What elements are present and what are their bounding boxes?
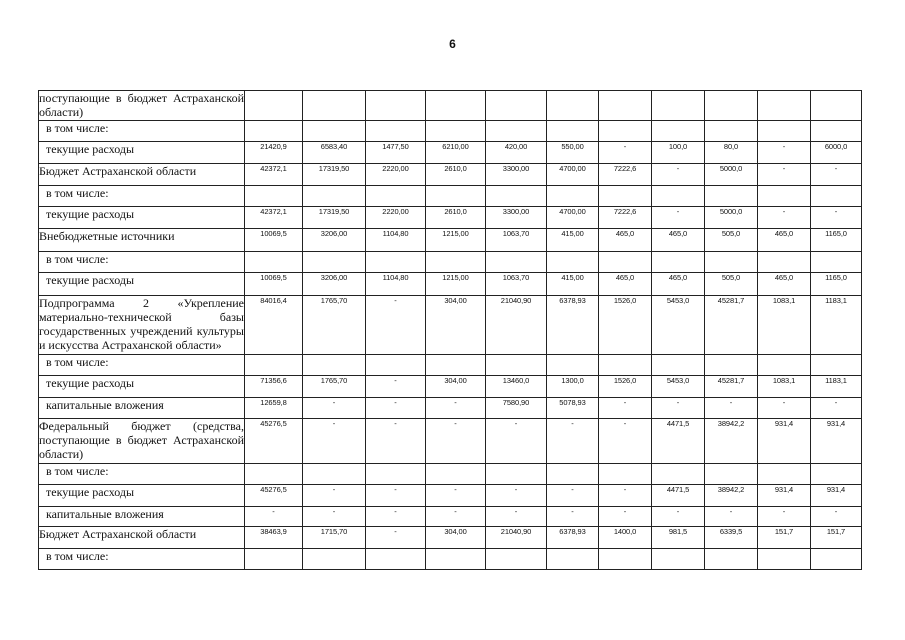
value-cell: - — [599, 419, 652, 464]
value-cell: - — [547, 507, 599, 527]
value-cell: - — [705, 398, 758, 419]
table-row — [39, 398, 862, 419]
value-cell — [245, 186, 303, 207]
value-cell — [547, 464, 599, 485]
value-cell — [811, 549, 862, 570]
value-cell: 2220,00 — [366, 207, 426, 229]
value-cell: - — [811, 164, 862, 186]
value-cell: 5453,0 — [652, 296, 705, 355]
value-cell: 981,5 — [652, 527, 705, 549]
value-cell: 550,00 — [547, 142, 599, 164]
value-cell — [758, 186, 811, 207]
value-cell — [758, 252, 811, 273]
value-cell: 100,0 — [652, 142, 705, 164]
value-cell — [599, 549, 652, 570]
value-cell: 465,0 — [758, 273, 811, 296]
value-cell: 151,7 — [758, 527, 811, 549]
value-cell: - — [758, 507, 811, 527]
value-cell: 6378,93 — [547, 527, 599, 549]
value-cell: 1165,0 — [811, 229, 862, 252]
value-cell: 6378,93 — [547, 296, 599, 355]
value-cell: 1083,1 — [758, 376, 811, 398]
value-cell: 505,0 — [705, 273, 758, 296]
value-cell: 1215,00 — [426, 229, 486, 252]
value-cell — [811, 121, 862, 142]
value-cell: 304,00 — [426, 376, 486, 398]
value-cell: - — [811, 207, 862, 229]
value-cell: 931,4 — [758, 419, 811, 464]
value-cell — [245, 355, 303, 376]
value-cell — [705, 252, 758, 273]
value-cell: 505,0 — [705, 229, 758, 252]
value-cell: 45276,5 — [245, 419, 303, 464]
value-cell — [426, 355, 486, 376]
row-label: Подпрограмма 2 «Укрепление материально-технической базы государственных учреждений культуры и искусства Астраханской области» — [39, 296, 245, 355]
value-cell: 4471,5 — [652, 485, 705, 507]
page-number: 6 — [449, 37, 456, 51]
value-cell: 1477,50 — [366, 142, 426, 164]
value-cell: 71356,6 — [245, 376, 303, 398]
value-cell: 931,4 — [758, 485, 811, 507]
value-cell: 38463,9 — [245, 527, 303, 549]
value-cell: 6583,40 — [303, 142, 366, 164]
value-cell — [245, 252, 303, 273]
value-cell: 7580,90 — [486, 398, 547, 419]
value-cell — [245, 464, 303, 485]
value-cell: 3300,00 — [486, 207, 547, 229]
value-cell: 3300,00 — [486, 164, 547, 186]
table-row — [39, 507, 862, 527]
value-cell: 38942,2 — [705, 485, 758, 507]
value-cell: - — [486, 419, 547, 464]
value-cell: 1400,0 — [599, 527, 652, 549]
value-cell: 1083,1 — [758, 296, 811, 355]
value-cell — [245, 121, 303, 142]
value-cell: - — [366, 398, 426, 419]
value-cell: 415,00 — [547, 229, 599, 252]
table-row — [39, 355, 862, 376]
value-cell: 4471,5 — [652, 419, 705, 464]
value-cell — [758, 121, 811, 142]
row-label: в том числе: — [39, 252, 245, 273]
value-cell — [652, 91, 705, 121]
table-row — [39, 207, 862, 229]
value-cell: 80,0 — [705, 142, 758, 164]
value-cell: 465,0 — [758, 229, 811, 252]
value-cell: - — [426, 398, 486, 419]
value-cell: 45276,5 — [245, 485, 303, 507]
table-row — [39, 142, 862, 164]
value-cell — [547, 121, 599, 142]
value-cell — [705, 464, 758, 485]
value-cell: 45281,7 — [705, 296, 758, 355]
value-cell: 6000,0 — [811, 142, 862, 164]
value-cell: - — [811, 398, 862, 419]
value-cell — [486, 549, 547, 570]
value-cell: 10069,5 — [245, 229, 303, 252]
row-label: капитальные вложения — [39, 398, 245, 419]
value-cell: 42372,1 — [245, 207, 303, 229]
value-cell: 5000,0 — [705, 207, 758, 229]
value-cell: 5078,93 — [547, 398, 599, 419]
value-cell: 17319,50 — [303, 207, 366, 229]
value-cell: 4700,00 — [547, 207, 599, 229]
value-cell — [652, 464, 705, 485]
value-cell — [303, 464, 366, 485]
row-label: текущие расходы — [39, 142, 245, 164]
value-cell: 1215,00 — [426, 273, 486, 296]
row-label: Бюджет Астраханской области — [39, 164, 245, 186]
value-cell: 465,0 — [652, 229, 705, 252]
row-label: капитальные вложения — [39, 507, 245, 527]
value-cell: 931,4 — [811, 419, 862, 464]
value-cell — [245, 91, 303, 121]
row-label: Внебюджетные источники — [39, 229, 245, 252]
value-cell: 465,0 — [599, 273, 652, 296]
budget-table — [38, 90, 862, 570]
value-cell: - — [366, 376, 426, 398]
value-cell — [426, 91, 486, 121]
value-cell: 1526,0 — [599, 376, 652, 398]
value-cell — [811, 186, 862, 207]
value-cell: 1765,70 — [303, 376, 366, 398]
row-label: в том числе: — [39, 186, 245, 207]
value-cell — [366, 464, 426, 485]
value-cell: 5000,0 — [705, 164, 758, 186]
table-row — [39, 296, 862, 355]
value-cell: 1183,1 — [811, 376, 862, 398]
table-row — [39, 91, 862, 121]
value-cell: - — [758, 398, 811, 419]
value-cell — [599, 121, 652, 142]
row-label: текущие расходы — [39, 485, 245, 507]
value-cell: 465,0 — [652, 273, 705, 296]
value-cell: 13460,0 — [486, 376, 547, 398]
value-cell: 17319,50 — [303, 164, 366, 186]
value-cell — [652, 186, 705, 207]
value-cell — [303, 549, 366, 570]
value-cell: 304,00 — [426, 296, 486, 355]
row-label: поступающие в бюджет Астраханской области) — [39, 91, 244, 119]
value-cell: 42372,1 — [245, 164, 303, 186]
value-cell — [366, 252, 426, 273]
value-cell — [303, 186, 366, 207]
value-cell: 7222,6 — [599, 164, 652, 186]
value-cell: 21420,9 — [245, 142, 303, 164]
value-cell — [547, 186, 599, 207]
value-cell — [547, 355, 599, 376]
row-label: в том числе: — [39, 549, 245, 570]
value-cell — [426, 252, 486, 273]
row-label: в том числе: — [39, 121, 245, 142]
value-cell — [426, 121, 486, 142]
value-cell — [547, 91, 599, 121]
value-cell: 6339,5 — [705, 527, 758, 549]
value-cell: - — [758, 164, 811, 186]
table-row — [39, 527, 862, 549]
table-row — [39, 186, 862, 207]
value-cell: 1165,0 — [811, 273, 862, 296]
value-cell: 304,00 — [426, 527, 486, 549]
value-cell — [486, 252, 547, 273]
value-cell: 38942,2 — [705, 419, 758, 464]
value-cell: - — [599, 507, 652, 527]
row-label: текущие расходы — [39, 376, 245, 398]
value-cell: - — [705, 507, 758, 527]
value-cell: 6210,00 — [426, 142, 486, 164]
value-cell: - — [303, 398, 366, 419]
value-cell: 1715,70 — [303, 527, 366, 549]
value-cell: - — [366, 527, 426, 549]
value-cell: 151,7 — [811, 527, 862, 549]
value-cell: 415,00 — [547, 273, 599, 296]
table-row — [39, 464, 862, 485]
value-cell: - — [426, 419, 486, 464]
value-cell: - — [366, 485, 426, 507]
value-cell: - — [366, 507, 426, 527]
table-row — [39, 121, 862, 142]
table-row — [39, 252, 862, 273]
value-cell: 3206,00 — [303, 273, 366, 296]
value-cell — [811, 252, 862, 273]
value-cell — [303, 91, 366, 121]
table-row — [39, 164, 862, 186]
row-label: в том числе: — [39, 464, 245, 485]
value-cell — [599, 186, 652, 207]
value-cell — [758, 91, 811, 121]
value-cell: 10069,5 — [245, 273, 303, 296]
value-cell — [303, 121, 366, 142]
value-cell: - — [599, 398, 652, 419]
value-cell: 1063,70 — [486, 229, 547, 252]
value-cell — [599, 91, 652, 121]
value-cell: 12659,8 — [245, 398, 303, 419]
value-cell — [705, 355, 758, 376]
value-cell: - — [758, 207, 811, 229]
value-cell — [599, 464, 652, 485]
value-cell: 45281,7 — [705, 376, 758, 398]
value-cell: 1183,1 — [811, 296, 862, 355]
value-cell: 465,0 — [599, 229, 652, 252]
value-cell — [547, 252, 599, 273]
value-cell: 2610,0 — [426, 207, 486, 229]
value-cell: - — [547, 485, 599, 507]
table-row — [39, 273, 862, 296]
table-row — [39, 229, 862, 252]
value-cell: - — [652, 164, 705, 186]
value-cell: - — [547, 419, 599, 464]
value-cell: - — [303, 507, 366, 527]
value-cell: 1765,70 — [303, 296, 366, 355]
value-cell: - — [599, 142, 652, 164]
value-cell — [811, 91, 862, 121]
value-cell: 3206,00 — [303, 229, 366, 252]
table-row — [39, 485, 862, 507]
value-cell — [303, 355, 366, 376]
value-cell: - — [652, 398, 705, 419]
value-cell — [811, 464, 862, 485]
value-cell: - — [811, 507, 862, 527]
row-label: Федеральный бюджет (средства, поступающие в бюджет Астраханской области) — [39, 419, 245, 464]
value-cell — [652, 355, 705, 376]
value-cell — [486, 121, 547, 142]
row-label: Бюджет Астраханской области — [39, 527, 245, 549]
value-cell: 2220,00 — [366, 164, 426, 186]
table-row — [39, 376, 862, 398]
value-cell — [245, 549, 303, 570]
value-cell — [366, 121, 426, 142]
value-cell: 1063,70 — [486, 273, 547, 296]
value-cell: - — [245, 507, 303, 527]
value-cell: 5453,0 — [652, 376, 705, 398]
value-cell — [705, 91, 758, 121]
value-cell — [652, 549, 705, 570]
value-cell — [758, 355, 811, 376]
value-cell: - — [366, 419, 426, 464]
value-cell — [366, 549, 426, 570]
value-cell: 1526,0 — [599, 296, 652, 355]
value-cell: - — [303, 485, 366, 507]
value-cell: - — [303, 419, 366, 464]
value-cell: 2610,0 — [426, 164, 486, 186]
value-cell — [758, 464, 811, 485]
value-cell: 4700,00 — [547, 164, 599, 186]
row-label: текущие расходы — [39, 207, 245, 229]
value-cell — [705, 186, 758, 207]
value-cell: 21040,90 — [486, 527, 547, 549]
value-cell — [486, 355, 547, 376]
value-cell: 1104,80 — [366, 273, 426, 296]
value-cell — [705, 121, 758, 142]
value-cell: 84016,4 — [245, 296, 303, 355]
table-row — [39, 419, 862, 464]
value-cell: 21040,90 — [486, 296, 547, 355]
value-cell — [426, 464, 486, 485]
value-cell — [366, 91, 426, 121]
value-cell: - — [486, 485, 547, 507]
value-cell — [486, 91, 547, 121]
value-cell — [366, 355, 426, 376]
value-cell — [652, 121, 705, 142]
value-cell — [705, 549, 758, 570]
value-cell: - — [599, 485, 652, 507]
value-cell: - — [652, 207, 705, 229]
value-cell — [303, 252, 366, 273]
value-cell: - — [758, 142, 811, 164]
value-cell: 420,00 — [486, 142, 547, 164]
value-cell: - — [652, 507, 705, 527]
value-cell — [599, 355, 652, 376]
value-cell: - — [486, 507, 547, 527]
value-cell: - — [426, 485, 486, 507]
value-cell: - — [426, 507, 486, 527]
value-cell: 7222,6 — [599, 207, 652, 229]
value-cell — [366, 186, 426, 207]
value-cell: 1300,0 — [547, 376, 599, 398]
value-cell: - — [366, 296, 426, 355]
row-label: текущие расходы — [39, 273, 245, 296]
value-cell — [486, 186, 547, 207]
value-cell — [811, 355, 862, 376]
value-cell — [599, 252, 652, 273]
value-cell — [426, 186, 486, 207]
row-label: в том числе: — [39, 355, 245, 376]
value-cell: 931,4 — [811, 485, 862, 507]
value-cell — [652, 252, 705, 273]
value-cell — [486, 464, 547, 485]
value-cell — [426, 549, 486, 570]
value-cell — [547, 549, 599, 570]
value-cell: 1104,80 — [366, 229, 426, 252]
table-row — [39, 549, 862, 570]
value-cell — [758, 549, 811, 570]
